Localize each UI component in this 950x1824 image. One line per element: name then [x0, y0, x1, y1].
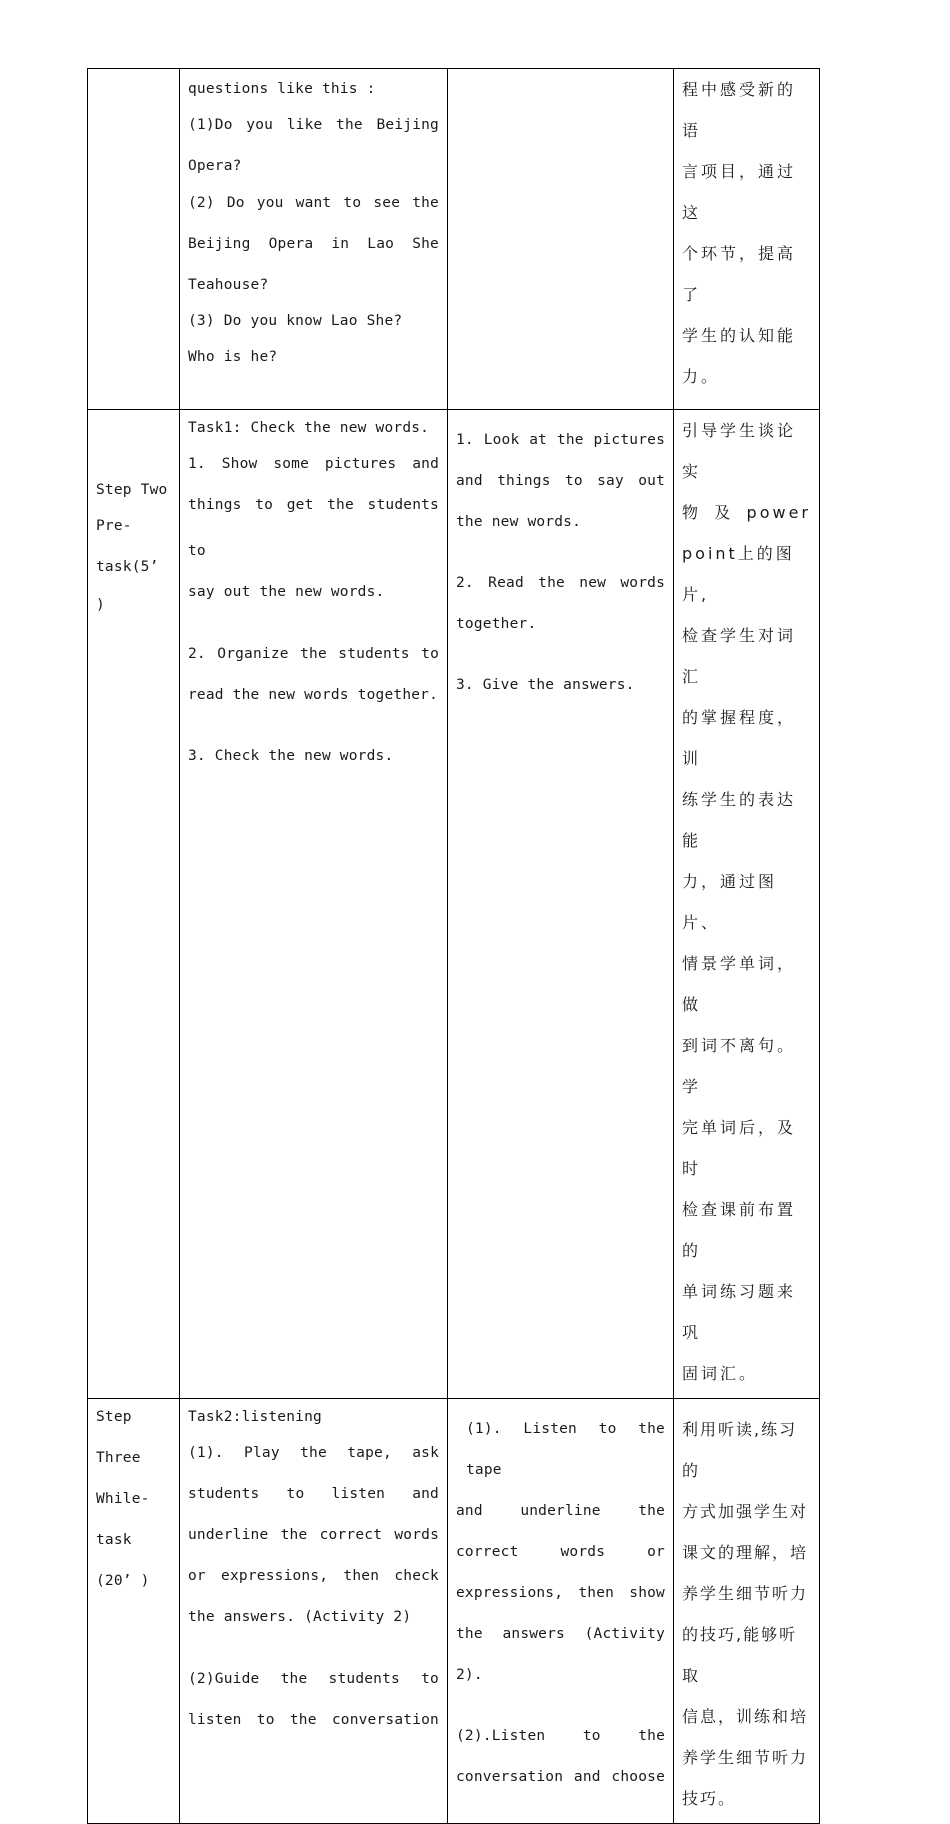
- lesson-plan-table: [87, 68, 820, 1824]
- student-activity-cell: [448, 1399, 674, 1824]
- text-line: and things to say out: [456, 473, 665, 489]
- text-line: the answers (Activity: [456, 1626, 665, 1642]
- text-line: 练学生的表达能: [682, 790, 797, 850]
- text-line: Who is he?: [188, 349, 278, 365]
- text-line: 养学生细节听力: [682, 1584, 809, 1603]
- text-line: (1). Play the tape, ask: [188, 1445, 439, 1461]
- text-line: 引导学生谈论实: [682, 421, 797, 481]
- text-line: 2).: [456, 1667, 483, 1683]
- text-line: 完单词后，及时: [682, 1118, 797, 1178]
- table-row: [88, 69, 820, 410]
- text-line: (1)Do you like the Beijing: [188, 117, 439, 133]
- text-line: 2. Read the new words: [456, 575, 665, 591]
- text-line: 的技巧,能够听取: [682, 1625, 798, 1685]
- student-activity-cell: [448, 410, 674, 1399]
- step-label: task: [96, 1532, 132, 1548]
- teacher-activity-cell: [180, 410, 448, 1399]
- text-line: questions like this :: [188, 81, 376, 97]
- text-line: 检查课前布置的: [682, 1200, 797, 1260]
- text-line: 3. Check the new words.: [188, 748, 394, 764]
- purpose-cell: [674, 410, 820, 1399]
- text-line: 力。: [682, 367, 721, 386]
- student-activity-cell: [448, 69, 674, 410]
- text-line: 的掌握程度，训: [682, 708, 797, 768]
- step-label: Pre-: [96, 518, 132, 534]
- purpose-cell: [674, 69, 820, 410]
- text-line: Opera?: [188, 158, 242, 174]
- text-line: say out the new words.: [188, 584, 385, 600]
- text-line: 1. Look at the pictures: [456, 432, 665, 448]
- text-line: 学生的认知能: [682, 326, 797, 345]
- text-line: (3) Do you know Lao She?: [188, 313, 403, 329]
- text-line: 方式加强学生对: [682, 1502, 809, 1521]
- text-line: Task1: Check the new words.: [188, 420, 430, 436]
- text-line: the new words.: [456, 514, 582, 530]
- text-line: the answers. (Activity 2): [188, 1609, 412, 1625]
- text-line: 力，通过图片、: [682, 872, 778, 932]
- text-line: 养学生细节听力: [682, 1748, 809, 1767]
- text-line: underline the correct words: [188, 1527, 439, 1543]
- step-label: Step: [96, 1409, 132, 1425]
- text-line: (2) Do you want to see the: [188, 195, 439, 211]
- text-line: 固词汇。: [682, 1364, 759, 1383]
- step-label: (20’ ): [96, 1573, 150, 1589]
- text-line: 2. Organize the students to: [188, 646, 439, 662]
- text-line: (2).Listen to the: [456, 1728, 665, 1744]
- table-row: [88, 1399, 820, 1824]
- text-line: point上的图片,: [682, 544, 795, 604]
- text-line: things to get the students to: [188, 497, 439, 559]
- text-line: 检查学生对词汇: [682, 626, 797, 686]
- text-line: together.: [456, 616, 537, 632]
- text-line: 利用听读,练习的: [682, 1420, 798, 1480]
- step-cell: [88, 410, 180, 1399]
- text-line: and underline the: [456, 1503, 665, 1519]
- text-line: 个环节，提高了: [682, 244, 797, 304]
- text-line: or expressions, then check: [188, 1568, 439, 1584]
- table-row: [88, 410, 820, 1399]
- step-label: While-: [96, 1491, 150, 1507]
- text-line: (2)Guide the students to: [188, 1671, 439, 1687]
- teacher-activity-cell: [180, 1399, 448, 1824]
- purpose-cell: [674, 1399, 820, 1824]
- text-line: 程中感受新的语: [682, 80, 797, 140]
- text-line: 单词练习题来巩: [682, 1282, 797, 1342]
- text-line: 3. Give the answers.: [456, 677, 635, 693]
- text-line: Teahouse?: [188, 277, 269, 293]
- text-line: 物 及 power: [682, 503, 811, 522]
- text-line: (1). Listen to the tape: [466, 1421, 665, 1478]
- text-line: 到词不离句。学: [682, 1036, 797, 1096]
- step-label: task(5’: [96, 559, 159, 575]
- text-line: correct words or: [456, 1544, 665, 1560]
- step-label: ): [96, 597, 105, 613]
- text-line: Beijing Opera in Lao She: [188, 236, 439, 252]
- text-line: listen to the conversation: [188, 1712, 439, 1728]
- text-line: students to listen and: [188, 1486, 439, 1502]
- step-label: Step Two: [96, 482, 168, 498]
- text-line: 言项目，通过这: [682, 162, 797, 222]
- text-line: 信息，训练和培: [682, 1707, 809, 1726]
- text-line: expressions, then show: [456, 1585, 665, 1601]
- step-label: Three: [96, 1450, 141, 1466]
- step-cell: [88, 69, 180, 410]
- text-line: conversation and choose: [456, 1769, 665, 1785]
- text-line: 技巧。: [682, 1789, 737, 1808]
- text-line: read the new words together.: [188, 687, 439, 703]
- teacher-activity-cell: [180, 69, 448, 410]
- text-line: Task2:listening: [188, 1409, 322, 1425]
- text-line: 课文的理解，培: [682, 1543, 809, 1562]
- text-line: 情景学单词，做: [682, 954, 797, 1014]
- step-cell: [88, 1399, 180, 1824]
- text-line: 1. Show some pictures and: [188, 456, 439, 472]
